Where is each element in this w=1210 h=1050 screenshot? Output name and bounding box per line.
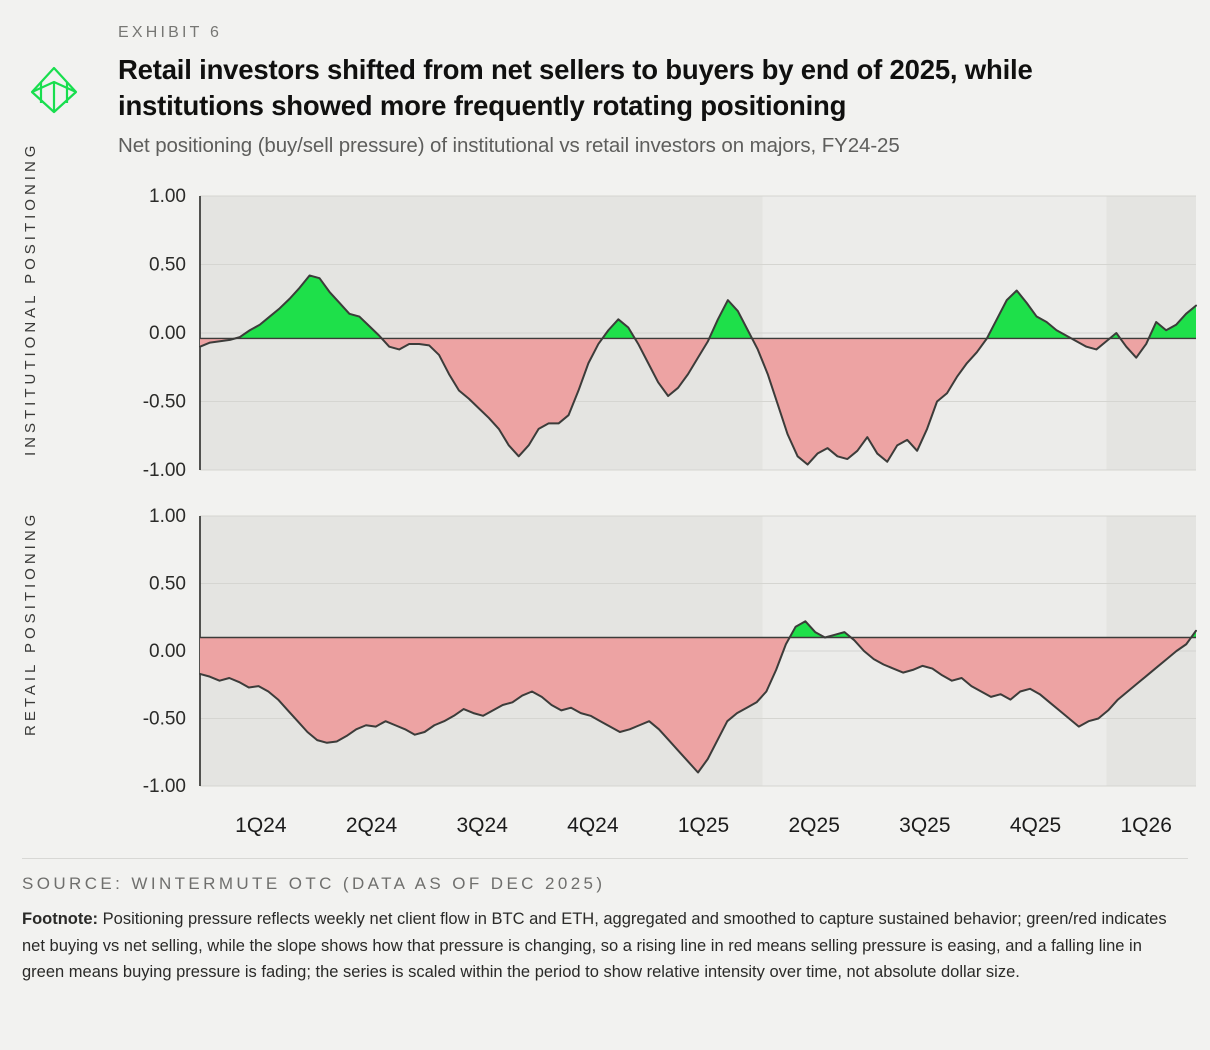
svg-text:1.00: 1.00 — [149, 506, 186, 527]
svg-text:-0.50: -0.50 — [142, 391, 186, 413]
svg-text:1Q26: 1Q26 — [1120, 814, 1172, 837]
svg-text:3Q24: 3Q24 — [456, 814, 508, 837]
page-subtitle: Net positioning (buy/sell pressure) of institutional vs retail investors on majors, FY24-25 — [118, 133, 900, 157]
axis-title-institutional: INSTITUTIONAL POSITIONING — [22, 141, 39, 456]
svg-text:1Q25: 1Q25 — [677, 814, 730, 837]
svg-text:4Q24: 4Q24 — [567, 814, 619, 837]
svg-text:-1.00: -1.00 — [142, 460, 186, 481]
footnote — [22, 906, 1182, 986]
exhibit-label: EXHIBIT 6 — [118, 24, 223, 41]
svg-text:1.00: 1.00 — [149, 186, 186, 207]
header — [0, 0, 1210, 158]
footnote-label: Footnote: — [22, 910, 99, 928]
svg-text:4Q25: 4Q25 — [1009, 814, 1062, 837]
axis-title-retail: RETAIL POSITIONING — [22, 510, 39, 736]
footnote-text: Positioning pressure reflects weekly net client flow in BTC and ETH, aggregated and smoothed to capture sustained behavior; green/red indicates net buying vs net selling, while the slope shows how that pressure is changing, so a rising line in red means selling pressure is easing, and a falling line in green means buying pressure is fading; the series is scaled within the period to show relative intensity over time, not absolute dollar size. — [22, 910, 1167, 982]
page-title: Retail investors shifted from net sellers to buyers by end of 2025, while institutions showed more frequently rotating positioning — [118, 54, 1033, 122]
svg-text:1Q24: 1Q24 — [235, 814, 287, 837]
svg-text:-1.00: -1.00 — [142, 776, 186, 797]
chart-svg-retail — [0, 486, 1210, 841]
svg-text:2Q24: 2Q24 — [345, 814, 398, 837]
chart-retail — [0, 486, 1210, 846]
svg-text:-0.50: -0.50 — [142, 708, 186, 730]
svg-text:0.00: 0.00 — [149, 641, 186, 662]
source-text: SOURCE: WINTERMUTE OTC (DATA AS OF DEC 2025) — [22, 874, 606, 893]
wintermute-logo-icon — [22, 62, 86, 118]
svg-text:0.50: 0.50 — [149, 573, 186, 595]
svg-text:3Q25: 3Q25 — [899, 814, 951, 837]
svg-text:0.00: 0.00 — [149, 323, 186, 344]
svg-text:0.50: 0.50 — [149, 254, 186, 276]
svg-text:2Q25: 2Q25 — [788, 814, 840, 837]
footer-divider — [22, 858, 1188, 859]
